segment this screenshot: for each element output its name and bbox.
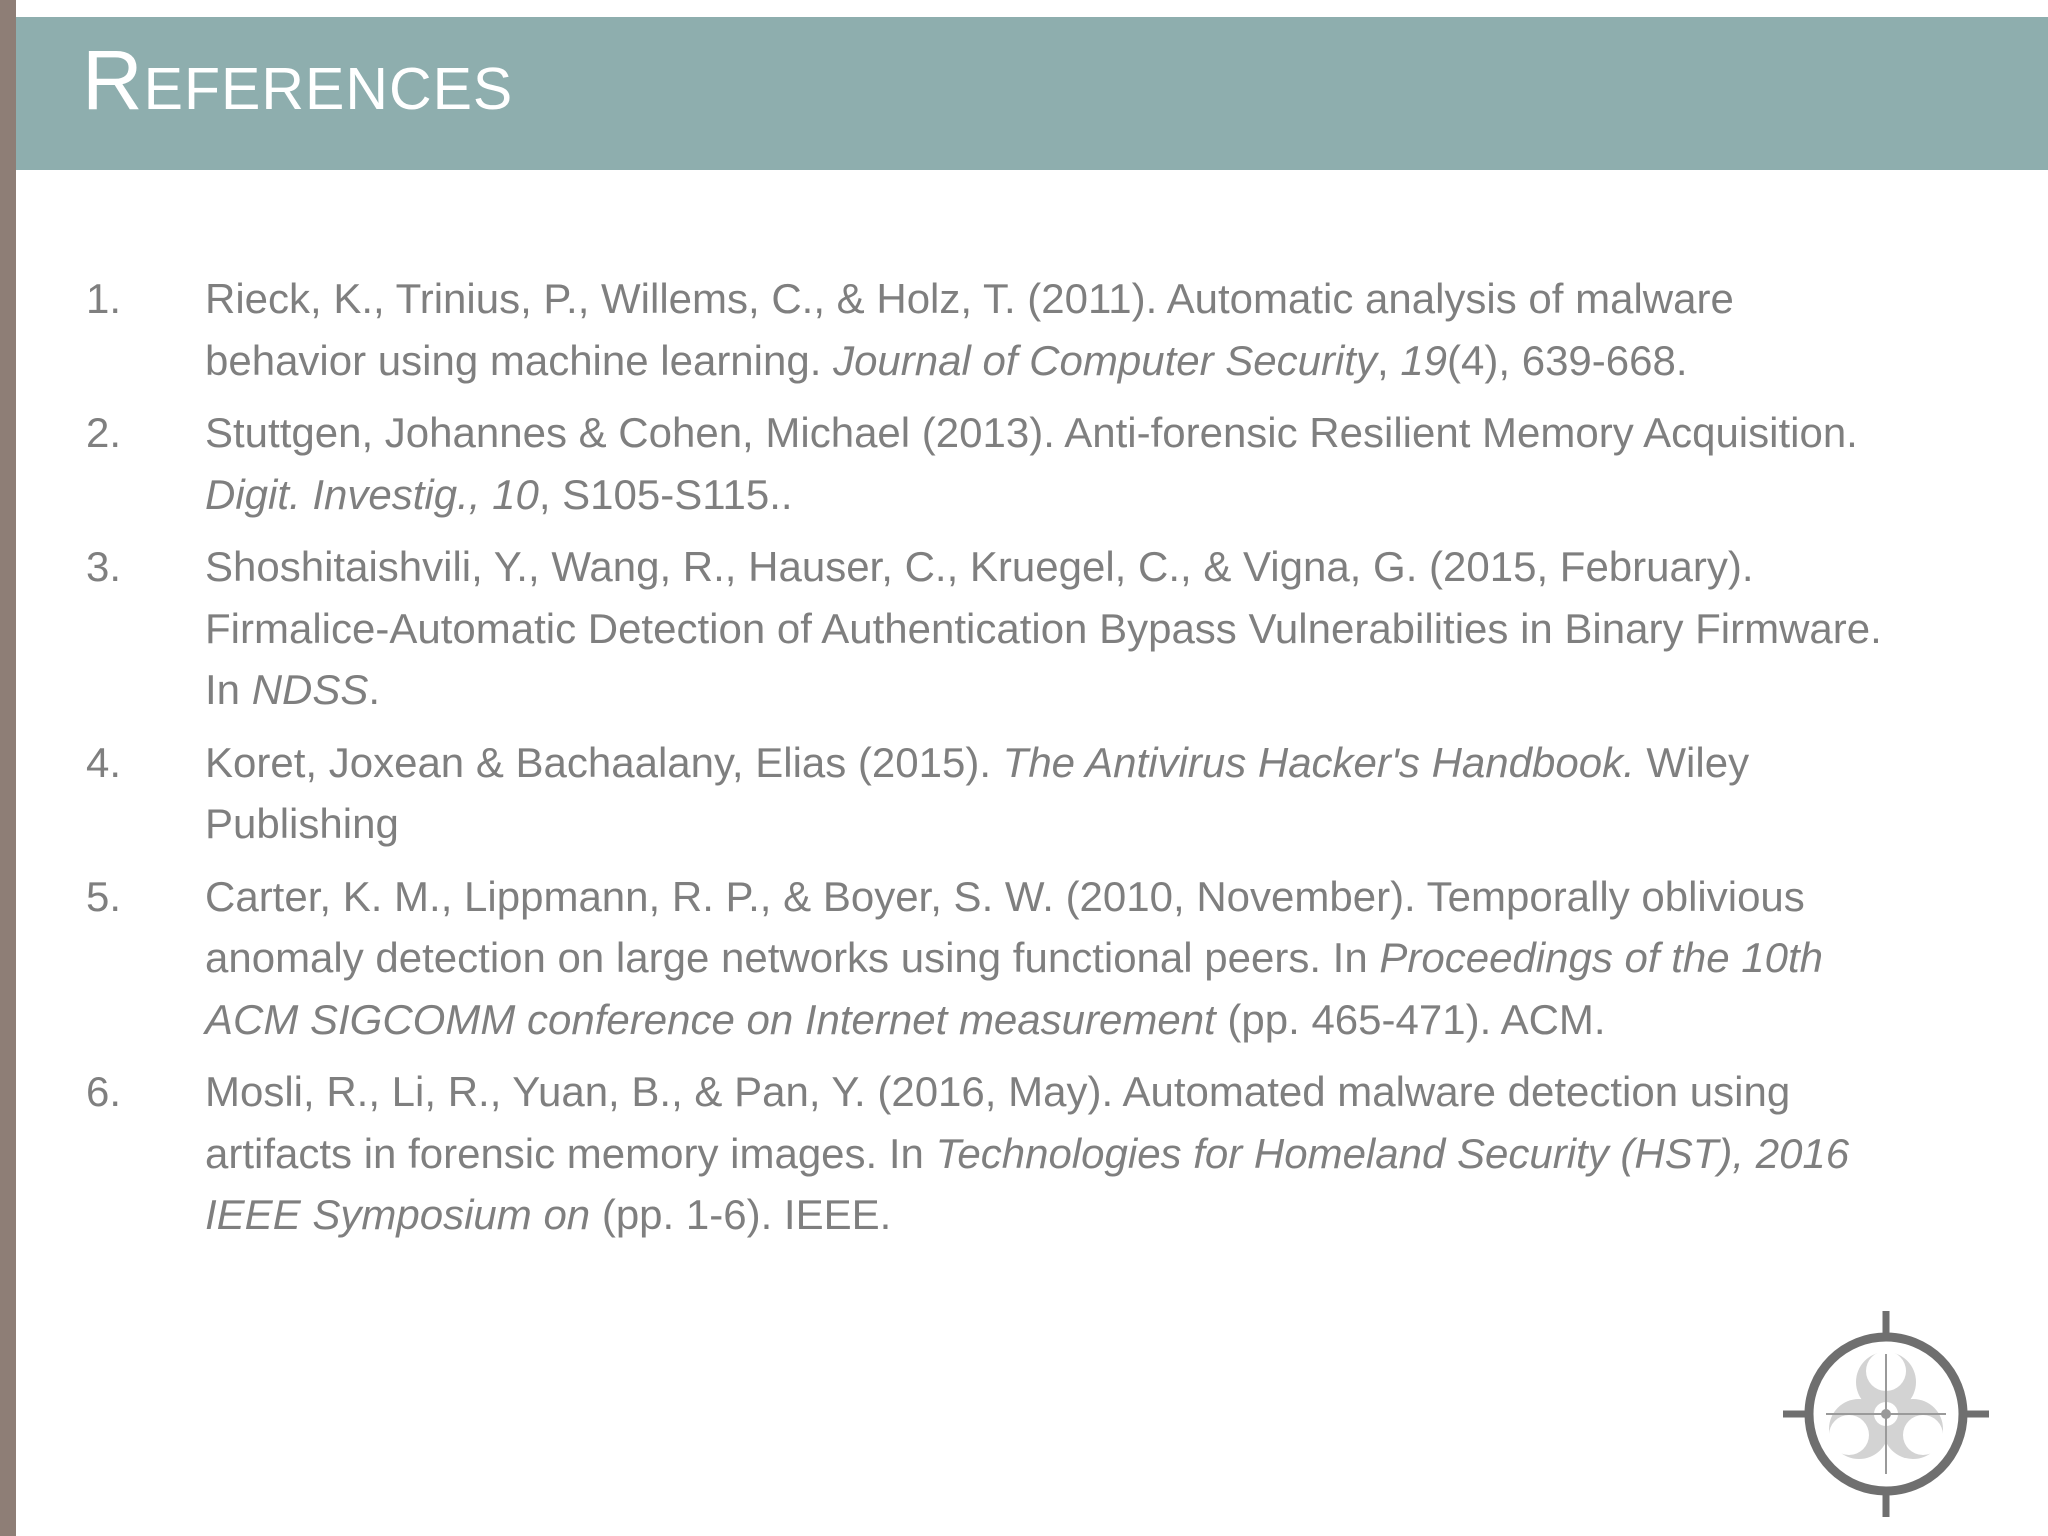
reference-text bbox=[205, 1068, 1849, 1238]
reference-segment: Rieck, K., Trinius, P., Willems, C., & Holz, T. (2011). Automatic analysis of malware behavior using machine learning. bbox=[205, 275, 1734, 384]
reference-number: 3. bbox=[86, 543, 122, 590]
reference-italic-segment: Proceedings of the 10th ACM SIGCOMM conference on Internet measurement bbox=[205, 934, 1824, 1043]
reference-italic-segment: Digit. Investig., 10 bbox=[205, 470, 539, 518]
references-list bbox=[86, 268, 1886, 1257]
biohazard-crosshair-icon bbox=[1781, 1309, 1991, 1519]
reference-segment: Shoshitaishvili, Y., Wang, R., Hauser, C., Kruegel, C., & Vigna, G. (2015, February). Firmalice-Automatic Detection of Authentication Bypass Vulnerabilities in Binary Firmware. In bbox=[205, 543, 1882, 713]
reference-italic-segment: The Antivirus Hacker's Handbook. bbox=[1002, 738, 1635, 786]
reference-item bbox=[86, 1061, 1886, 1246]
reference-item bbox=[86, 268, 1886, 391]
reference-segment: Koret, Joxean & Bachaalany, Elias (2015). bbox=[205, 738, 1003, 786]
reference-italic-segment: 19 bbox=[1400, 336, 1448, 384]
reference-number: 1. bbox=[86, 275, 122, 322]
reference-text bbox=[205, 543, 1882, 713]
reference-item bbox=[86, 536, 1886, 721]
reference-number: 4. bbox=[86, 738, 122, 786]
reference-segment: (pp. 465-471). ACM. bbox=[1215, 995, 1606, 1043]
reference-italic-segment: Journal of Computer Security bbox=[833, 336, 1377, 384]
reference-item bbox=[86, 866, 1886, 1051]
reference-text bbox=[205, 739, 1749, 848]
left-accent-bar bbox=[0, 0, 16, 1536]
reference-segment: , bbox=[1376, 336, 1401, 384]
reference-item bbox=[86, 732, 1886, 855]
reference-segment: Wiley Publishing bbox=[205, 738, 1750, 847]
reference-italic-segment: NDSS bbox=[251, 666, 369, 713]
reference-text bbox=[205, 275, 1734, 384]
reference-segment: Stuttgen, Johannes & Cohen, Michael (2013). Anti-forensic Resilient Memory Acquisition. bbox=[205, 409, 1858, 456]
page-title: References bbox=[82, 33, 514, 127]
reference-italic-segment: Technologies for Homeland Security (HST), 2016 IEEE Symposium on bbox=[205, 1129, 1850, 1238]
reference-number: 5. bbox=[86, 872, 122, 920]
reference-segment: (pp. 1-6). IEEE. bbox=[590, 1191, 892, 1238]
reference-number: 6. bbox=[86, 1068, 122, 1115]
reference-number: 2. bbox=[86, 409, 122, 456]
reference-item bbox=[86, 402, 1886, 525]
reference-segment: . bbox=[368, 666, 381, 713]
reference-segment: , S105-S115.. bbox=[538, 470, 793, 518]
reference-segment: (4), 639-668. bbox=[1447, 336, 1688, 384]
reference-segment: Mosli, R., Li, R., Yuan, B., & Pan, Y. (2016, May). Automated malware detection using artifacts in forensic memory images. In bbox=[205, 1068, 1791, 1177]
reference-text bbox=[205, 873, 1823, 1043]
reference-segment: Carter, K. M., Lippmann, R. P., & Boyer, S. W. (2010, November). Temporally oblivious anomaly detection on large networks using functional peers. In bbox=[205, 872, 1805, 981]
reference-text bbox=[205, 409, 1858, 518]
